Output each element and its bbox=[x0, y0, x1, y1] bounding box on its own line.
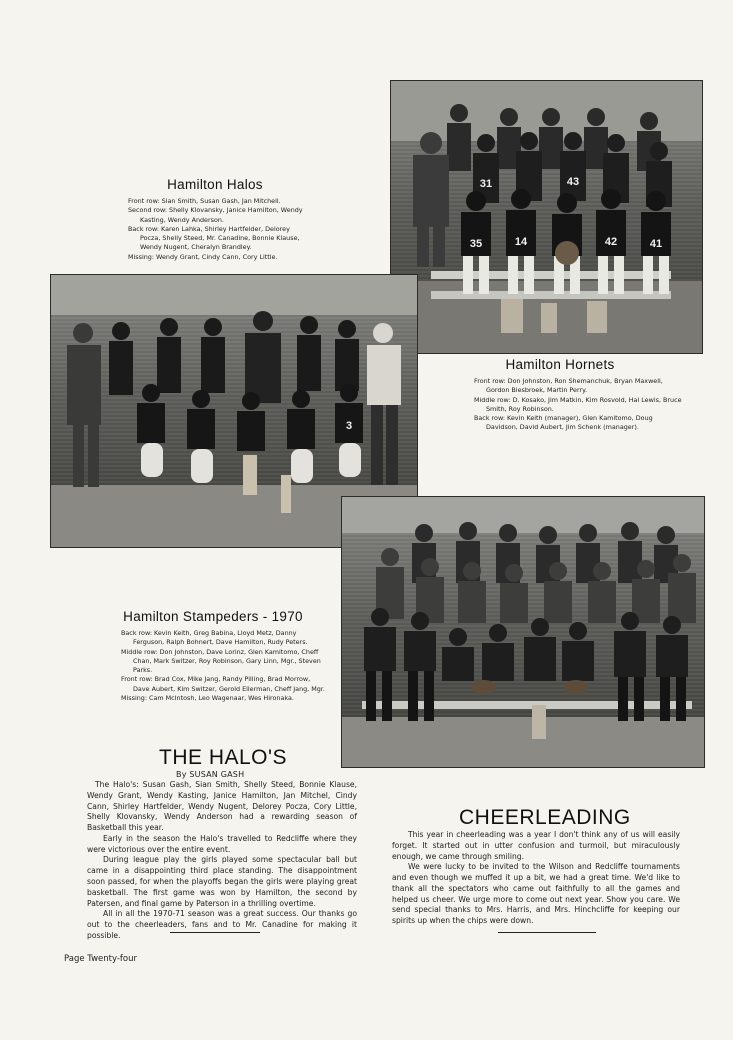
halos-article-paragraph: All in all the 1970-71 season was a great success. Our thanks go out to the cheerleaders, fans and to Mr. Canadine for making it possible. bbox=[87, 909, 357, 940]
hornets-jersey-42: 42 bbox=[604, 236, 618, 248]
hornets-jersey-41: 41 bbox=[649, 238, 663, 250]
halos-caption-row-back: Back row: Karen Lahka, Shirley Hartfelder, Delorey Pocza, Shelly Steed, Mr. Canadine, Bonnie Klause, Wendy Nugent, Cheralyn Brandley. bbox=[128, 224, 300, 252]
halos-article-end-rule bbox=[170, 932, 260, 933]
hornets-jersey-43: 43 bbox=[566, 176, 580, 188]
hornets-caption-row-front: Front row: Don Johnston, Ron Shemanchuk, Bryan Maxwell, Gordon Biesbroek, Martin Perry. bbox=[474, 377, 663, 395]
hornets-jersey-14: 14 bbox=[514, 236, 528, 248]
stampeders-caption-row-middle: Middle row: Don Johnston, Dave Lorinz, Glen Kamitomo, Cheff Chan, Mark Switzer, Roy Robinson, Gary Linn, Mgr., Steven Parks. bbox=[121, 647, 321, 675]
halos-caption-row-second: Second row: Shelly Klovansky, Janice Hamilton, Wendy Kasting, Wendy Anderson. bbox=[128, 206, 303, 224]
hornets-caption-title: Hamilton Hornets bbox=[505, 357, 615, 372]
hornets-caption-row-back: Back row: Kevin Keith (manager), Glen Kamitomo, Doug Davidson, David Aubert, Jim Schenk (manager). bbox=[474, 414, 653, 432]
hornets-caption-row-middle: Middle row: D. Kosako, Jim Matkin, Kim Rosvold, Hal Lewis, Bruce Smith, Roy Robinson. bbox=[474, 395, 682, 413]
halos-article-body bbox=[87, 780, 357, 942]
halos-article-paragraph: The Halo's: Susan Gash, Sian Smith, Shelly Steed, Bonnie Klause, Wendy Grant, Wendy Kasting, Janice Hamilton, Jan Mitchel, Cindy Cann, Shirley Hartfelder, Wendy Nugent, Delorey Pocza, Cory Little, Shelly Klovansky, Wendy Anderson had a rewarding season of Basketball this year. bbox=[87, 780, 357, 833]
cheer-article-end-rule bbox=[498, 932, 596, 933]
page-number: Page Twenty-four bbox=[64, 954, 137, 964]
hornets-photo-art bbox=[391, 81, 702, 353]
halos-caption-row-front: Front row: Sian Smith, Susan Gash, Jan Mitchell. bbox=[128, 197, 281, 205]
cheer-article-heading: CHEERLEADING bbox=[459, 806, 631, 829]
halos-article-paragraph: Early in the season the Halo's travelled to Redcliffe where they were victorious over the entire event. bbox=[87, 833, 357, 854]
halos-jersey-3: 3 bbox=[345, 420, 353, 432]
hornets-caption-text bbox=[474, 377, 682, 433]
hornets-jersey-35: 35 bbox=[469, 238, 483, 250]
cheer-article-paragraph: We were lucky to be invited to the Wilson and Redcliffe tournaments and even though we muffed it up a bit, we had a great time. We'd like to thank all the spectators who came out faithfully to all the games and helped us cheer. We urge more to come out next year. Show you care. We send special thanks to Mrs. Harris, and Mrs. Hinchcliffe for keeping our spirits up when the chips were down. bbox=[392, 862, 680, 926]
halos-article-heading: THE HALO'S bbox=[159, 746, 288, 769]
stampeders-caption-row-missing: Missing: Cam McIntosh, Leo Wagenaar, Wes Hironaka. bbox=[121, 693, 294, 702]
halos-caption-title: Hamilton Halos bbox=[167, 177, 263, 192]
stampeders-caption-row-back: Back row: Kevin Keith, Greg Babina, Lloyd Metz, Danny Ferguson, Ralph Bohnert, Dave Hamilton, Rudy Peters. bbox=[121, 629, 308, 647]
halos-caption-row-missing: Missing: Wendy Grant, Cindy Cann, Cory Little. bbox=[128, 252, 278, 261]
cheer-article-paragraph: This year in cheerleading was a year I don't think any of us will easily forget. It started out in utter confusion and turmoil, but miraculously enough, we came through smiling. bbox=[392, 830, 680, 861]
stampeders-caption-title: Hamilton Stampeders - 1970 bbox=[123, 609, 303, 624]
halos-article-byline: By SUSAN GASH bbox=[176, 770, 245, 779]
hornets-team-photo bbox=[390, 80, 703, 354]
halos-article-paragraph: During league play the girls played some spectacular ball but came in a disappointing third place standing. The disappointment soon passed, for when the playoffs began the girls were playing great basketball. The first game was won by Hamilton, the second by Patersen, and final game by Paterson in a thrilling overtime. bbox=[87, 855, 357, 908]
hornets-jersey-31: 31 bbox=[479, 178, 493, 190]
stampeders-caption-row-front: Front row: Brad Cox, Mike Jang, Randy Pilling, Brad Morrow, Dave Aubert, Kim Switzer, Gerold Ellerman, Cheff Jang, Mgr. bbox=[121, 675, 325, 693]
stampeders-team-photo bbox=[341, 496, 705, 768]
halos-caption-text bbox=[128, 197, 306, 262]
stampeders-caption-text bbox=[121, 629, 327, 703]
stampeders-photo-art bbox=[342, 497, 704, 767]
cheer-article-body bbox=[392, 830, 680, 927]
